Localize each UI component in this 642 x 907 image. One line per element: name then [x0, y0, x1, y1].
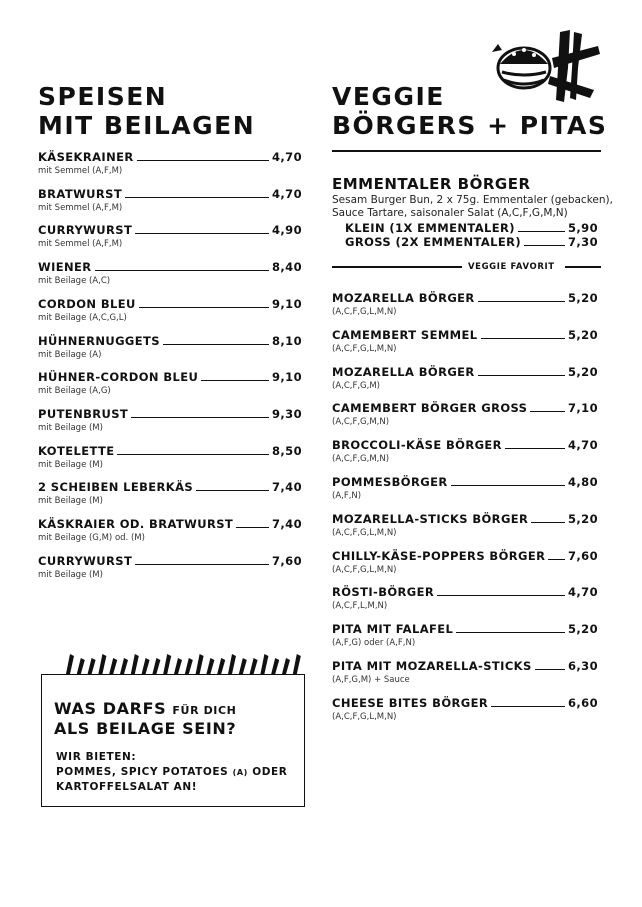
dotted-leader — [196, 490, 269, 491]
menu-item-price: 4,90 — [272, 223, 302, 238]
dotted-leader — [530, 411, 565, 412]
menu-item — [332, 622, 598, 648]
favorit-rule-right — [565, 266, 601, 268]
menu-item-name: PITA MIT FALAFEL — [332, 622, 454, 637]
menu-item — [332, 401, 598, 427]
menu-item-price: 9,10 — [272, 296, 302, 311]
menu-item — [332, 585, 598, 611]
dotted-leader — [135, 564, 269, 565]
menu-item-price: 4,70 — [272, 186, 302, 201]
favorit-rule-left — [332, 266, 462, 268]
menu-item-price: 8,10 — [272, 333, 302, 348]
menu-item — [38, 334, 302, 360]
menu-item-allergens: mit Beilage (M) — [38, 496, 103, 507]
menu-item-price: 4,70 — [568, 585, 598, 600]
menu-item-allergens: (A,C,F,G,M) — [332, 380, 380, 391]
menu-item — [332, 475, 598, 501]
menu-item-price: 7,60 — [272, 553, 302, 568]
dotted-leader — [236, 527, 269, 528]
menu-item-price: 6,30 — [568, 659, 598, 673]
menu-item-row — [38, 554, 302, 568]
menu-item-price: 7,10 — [568, 401, 598, 416]
menu-item-row — [38, 444, 302, 458]
menu-item-row — [332, 549, 598, 563]
menu-item-row — [332, 438, 598, 452]
menu-item-row — [332, 365, 598, 379]
dotted-leader — [163, 344, 269, 345]
stripe-mark — [98, 654, 106, 674]
menu-item-price: 7,40 — [272, 517, 302, 531]
menu-item-price: 5,20 — [568, 511, 598, 526]
dotted-leader — [117, 454, 269, 455]
stripe-mark — [293, 654, 301, 674]
dotted-leader — [456, 632, 565, 633]
menu-item-row — [332, 622, 598, 636]
menu-item-row — [332, 401, 598, 415]
menu-item-allergens: mit Beilage (G,M) od. (M) — [38, 533, 145, 543]
menu-item-name: CHILLY-KÄSE-POPPERS BÖRGER — [332, 548, 546, 563]
menu-item-row — [332, 291, 598, 305]
menu-item-price: 7,40 — [272, 480, 302, 495]
menu-item — [38, 444, 302, 470]
menu-item-allergens: (A,C,F,G,L,M,N) — [332, 564, 397, 575]
menu-item — [332, 512, 598, 538]
menu-item-name: CURRYWURST — [38, 223, 133, 238]
beilage-box: WAS DARFS FÜR DICH ALS BEILAGE SEIN? WIR BIETEN: POMMES, SPICY POTATOES (A) ODER KARTOFFELSALAT AN! — [41, 674, 305, 807]
dotted-leader — [95, 270, 269, 271]
dotted-leader — [478, 301, 565, 302]
menu-item-price: 4,80 — [568, 475, 598, 489]
menu-item — [332, 291, 598, 317]
stripe-mark — [239, 658, 247, 674]
menu-item-allergens: mit Semmel (A,F,M) — [38, 239, 123, 250]
menu-item-name: MOZARELLA-STICKS BÖRGER — [332, 511, 529, 526]
stripe-mark — [206, 658, 214, 674]
menu-item-name: CORDON BLEU — [38, 296, 136, 311]
menu-item — [38, 407, 302, 433]
stripe-mark — [250, 658, 258, 674]
menu-item-price: 6,60 — [568, 695, 598, 710]
dotted-leader — [451, 485, 565, 486]
menu-item-row — [38, 407, 302, 421]
menu-item-allergens: mit Beilage (A,C,G,L) — [38, 312, 127, 323]
menu-item-price: 7,60 — [568, 548, 598, 563]
menu-item-allergens: (A,C,F,G,M,N) — [332, 454, 390, 465]
stripe-mark — [88, 658, 96, 674]
stripe-mark — [271, 658, 279, 674]
stripe-mark — [120, 658, 128, 674]
dotted-leader — [135, 233, 269, 234]
menu-item-name: KÄSKRAIER OD. BRATWURST — [38, 517, 234, 531]
stripe-mark — [163, 654, 171, 674]
menu-item-price: 4,70 — [272, 150, 302, 164]
dotted-leader — [505, 448, 565, 449]
menu-item-allergens: mit Beilage (A,G) — [38, 386, 111, 397]
menu-item-name: CAMEMBERT BÖRGER GROSS — [332, 401, 528, 416]
dotted-leader — [137, 160, 269, 161]
menu-item — [38, 223, 302, 249]
menu-item-allergens: mit Semmel (A,F,M) — [38, 166, 123, 176]
menu-item-row — [332, 475, 598, 489]
menu-item-allergens: (A,C,F,G,L,M,N) — [332, 343, 397, 354]
menu-item-price: 9,30 — [272, 406, 302, 421]
menu-item-name: BRATWURST — [38, 186, 123, 201]
menu-item — [38, 297, 302, 323]
menu-item-row — [38, 223, 302, 237]
stripe-mark — [142, 658, 150, 674]
menu-item — [38, 370, 302, 396]
dotted-leader — [481, 338, 566, 339]
menu-item-row — [332, 512, 598, 526]
menu-item-name: PUTENBRUST — [38, 406, 129, 421]
stripe-mark — [152, 658, 160, 674]
menu-item — [332, 328, 598, 354]
menu-item-name: KOTELETTE — [38, 443, 115, 458]
menu-item-row — [38, 260, 302, 274]
menu-item-row — [332, 696, 598, 710]
menu-item-name: 2 SCHEIBEN LEBERKÄS — [38, 480, 194, 495]
menu-item-name: RÖSTI-BÖRGER — [332, 585, 435, 600]
menu-item-allergens: (A,C,F,L,M,N) — [332, 601, 388, 612]
veggie-favorit-label: VEGGIE FAVORIT — [468, 262, 555, 272]
menu-item-name: POMMESBÖRGER — [332, 475, 448, 489]
menu-item-name: CHEESE BITES BÖRGER — [332, 695, 489, 710]
menu-item-row — [332, 659, 598, 673]
featured-item-desc: Sesam Burger Bun, 2 x 75g. Emmentaler (gebacken), Sauce Tartare, saisonaler Salat (A,C,F,G,M,N) — [332, 194, 613, 219]
menu-item-row — [332, 328, 598, 342]
menu-item-row — [38, 187, 302, 201]
veggie-heading: VEGGIE BÖRGERS + PITAS — [332, 82, 608, 140]
menu-item-price: 5,20 — [568, 327, 598, 342]
dotted-leader — [535, 669, 565, 670]
menu-item — [332, 659, 598, 685]
stripe-mark — [260, 654, 268, 674]
menu-item-allergens: (A,C,F,G,L,M,N) — [332, 711, 397, 722]
stripe-mark — [174, 658, 182, 674]
menu-item-name: WIENER — [38, 260, 92, 275]
menu-item-allergens: (A,C,F,G,L,M,N) — [332, 307, 397, 317]
menu-item-allergens: (A,C,F,G,L,M,N) — [332, 527, 397, 538]
featured-item-title: EMMENTALER BÖRGER — [332, 175, 531, 193]
stripe-mark — [185, 658, 193, 674]
menu-item-row — [332, 585, 598, 599]
menu-item-price: 9,10 — [272, 370, 302, 385]
stripe-mark — [282, 658, 290, 674]
stripe-mark — [217, 658, 225, 674]
menu-item-allergens: mit Beilage (A,C) — [38, 276, 111, 287]
menu-item-price: 4,70 — [568, 438, 598, 453]
menu-item-row — [38, 297, 302, 311]
menu-item-allergens: (A,F,N) — [332, 491, 362, 501]
menu-item — [38, 150, 302, 176]
menu-item — [332, 696, 598, 722]
menu-item-allergens: (A,C,F,G,M,N) — [332, 417, 390, 428]
menu-item-row — [38, 480, 302, 494]
dotted-leader — [139, 307, 269, 308]
featured-size-gross: GROSS (2X EMMENTALER) 7,30 — [345, 235, 598, 249]
menu-item — [38, 187, 302, 213]
dotted-leader — [491, 706, 565, 707]
dotted-leader — [131, 417, 269, 418]
menu-item — [332, 438, 598, 464]
stripe-mark — [196, 654, 204, 674]
menu-item-name: KÄSEKRAINER — [38, 150, 134, 164]
menu-item-row — [38, 150, 302, 164]
menu-item-name: MOZARELLA BÖRGER — [332, 364, 475, 379]
menu-item — [38, 554, 302, 580]
menu-item-allergens: mit Semmel (A,F,M) — [38, 202, 123, 213]
menu-item-name: CAMEMBERT SEMMEL — [332, 327, 478, 342]
menu-item — [38, 480, 302, 506]
menu-item — [38, 517, 302, 543]
menu-item-allergens: mit Beilage (M) — [38, 422, 103, 433]
stripes-decoration — [64, 650, 302, 676]
speisen-heading: SPEISEN MIT BEILAGEN — [38, 82, 256, 140]
menu-item-row — [38, 334, 302, 348]
menu-item-name: CURRYWURST — [38, 553, 133, 568]
menu-item-allergens: mit Beilage (A) — [38, 349, 102, 360]
stripe-mark — [109, 658, 117, 674]
menu-item-name: PITA MIT MOZARELLA-STICKS — [332, 659, 532, 673]
menu-item-row — [38, 370, 302, 384]
dotted-leader — [125, 197, 269, 198]
dotted-leader — [437, 595, 565, 596]
menu-item — [38, 260, 302, 286]
dotted-leader — [531, 522, 565, 523]
menu-item — [332, 549, 598, 575]
menu-item-price: 5,20 — [568, 291, 598, 305]
menu-item-name: HÜHNERNUGGETS — [38, 333, 160, 348]
stripe-mark — [66, 654, 74, 674]
dotted-leader — [201, 380, 269, 381]
menu-item-allergens: (A,F,G) oder (A,F,N) — [332, 638, 416, 649]
menu-item-allergens: mit Beilage (M) — [38, 459, 103, 470]
dotted-leader — [548, 559, 565, 560]
stripe-mark — [131, 654, 139, 674]
dotted-leader — [478, 375, 565, 376]
menu-item-price: 8,50 — [272, 443, 302, 458]
menu-item-price: 5,20 — [568, 622, 598, 637]
menu-item-allergens: mit Beilage (M) — [38, 569, 103, 580]
heading-divider — [332, 150, 601, 152]
menu-item — [332, 365, 598, 391]
menu-item-row — [38, 517, 302, 531]
menu-item-price: 5,20 — [568, 364, 598, 379]
menu-item-name: BROCCOLI-KÄSE BÖRGER — [332, 438, 502, 453]
menu-item-name: MOZARELLA BÖRGER — [332, 291, 475, 305]
stripe-mark — [77, 658, 85, 674]
featured-size-klein: KLEIN (1X EMMENTALER) 5,90 — [345, 221, 598, 235]
stripe-mark — [228, 654, 236, 674]
menu-item-price: 8,40 — [272, 260, 302, 275]
menu-item-name: HÜHNER-CORDON BLEU — [38, 370, 199, 385]
menu-item-allergens: (A,F,G,M) + Sauce — [332, 675, 410, 685]
